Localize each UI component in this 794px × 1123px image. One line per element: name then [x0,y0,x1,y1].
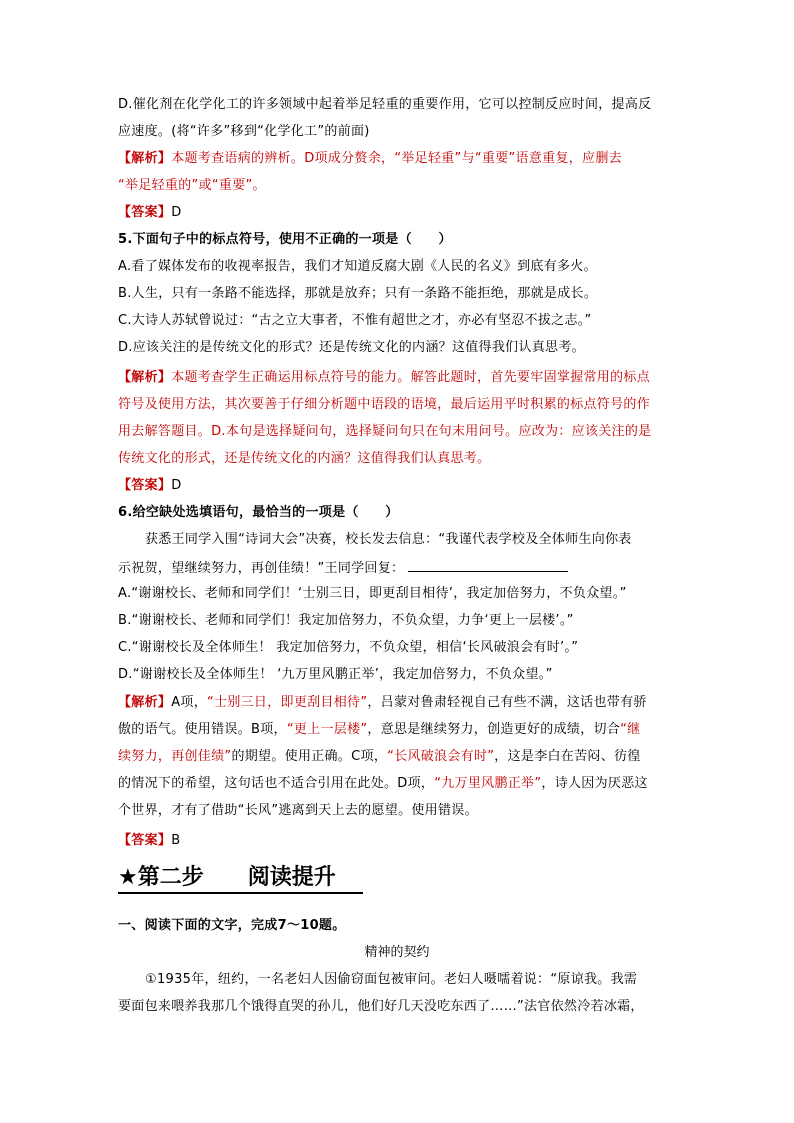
analysis-quote: “继 [620,722,641,737]
answer-value: D [171,205,182,220]
analysis-text: 本题考查语病的辨析。D项成分赘余，“举足轻重”与“重要”语意重复，应删去 [171,151,622,166]
analysis-label: 【解析】 [118,151,172,166]
q6-option-d: D.“谢谢校长及全体师生！ ‘九万里风鹏正举’，我定加倍努力，不负众望。” [118,667,553,682]
q6-stem-line1: 获悉王同学入围“诗词大会”决赛，校长发去信息：“我谨代表学校及全体师生向你表 [145,532,632,547]
q5-analysis-line1 [118,368,650,388]
analysis-label: 【解析】 [118,370,172,385]
q5-answer [118,476,182,496]
analysis-label: 【解析】 [118,695,172,710]
answer-label: 【答案】 [118,205,172,220]
analysis-text: ，吕蒙对鲁肃轻视自己有些不满，这话也带有骄 [367,695,647,710]
section-heading [118,863,336,893]
q6-analysis-line3 [118,747,641,767]
q6-option-a: A.“谢谢校长、老师和同学们！‘士别三日，即更刮目相待’，我定加倍努力，不负众望。” [118,586,627,601]
analysis-quote: 续努力，再创佳绩” [118,749,232,764]
q6-stem-line2 [118,557,568,579]
analysis-text: 的情况下的希望，这句话也不适合引用在此处。D项， [118,776,435,791]
analysis-quote: “更上一层楼” [286,722,368,737]
analysis-quote: “长风破浪会有时” [387,749,495,764]
analysis-quote: “九万里风鹏正举” [434,776,542,791]
q6-option-b: B.“谢谢校长、老师和同学们！我定加倍努力，不负众望，力争‘更上一层楼’。” [118,613,574,628]
q6-analysis-line4 [118,774,648,794]
q6-answer [118,831,180,851]
q4-option-d-line1: D.催化剂在化学化工的许多领域中起着举足轻重的重要作用，它可以控制反应时间，提高反 [118,97,652,112]
q4-analysis-line2: “举足轻重的”或“重要”。 [118,178,266,193]
q6-analysis-line5: 个世界，才有了借助“长风”逃离到天上去的愿望。使用错误。 [118,803,478,818]
q5-analysis-line2: 符号及使用方法，其次要善于仔细分析题中语段的语境，最后运用平时积累的标点符号的作 [118,397,651,412]
q6-analysis-line1 [118,693,647,713]
analysis-text: 的期望。使用正确。C项， [231,749,388,764]
reading-title: 精神的契约 [364,945,430,960]
q4-analysis-line1 [118,149,622,169]
answer-label: 【答案】 [118,833,172,848]
analysis-text: ，意思是继续努力，创造更好的成绩，切合 [367,722,621,737]
analysis-text: 傲的语气。使用错误。B项， [118,722,287,737]
analysis-text: ，诗人因为厌恶这 [541,776,648,791]
q5-option-b: B.人生，只有一条路不能选择，那就是放弃；只有一条路不能拒绝，那就是成长。 [118,286,598,301]
answer-value: B [171,833,181,848]
answer-label: 【答案】 [118,478,172,493]
reading-p1-line1: ①1935年，纽约，一名老妇人因偷窃面包被审问。老妇人嗫嚅着说：“原谅我。我需 [145,972,638,987]
answer-blank [408,557,568,572]
q5-option-d: D.应该关注的是传统文化的形式？还是传统文化的内涵？这值得我们认真思考。 [118,340,585,355]
q6-title: 6.给空缺处选填语句，最恰当的一项是（ ） [118,505,399,520]
q6-option-c: C.“谢谢校长及全体师生！ 我定加倍努力，不负众望，相信‘长风破浪会有时’。” [118,640,579,655]
q4-option-d-line2: 应速度。(将“许多”移到“化学化工”的前面) [118,124,370,139]
answer-value: D [171,478,182,493]
reading-p1-line2: 要面包来喂养我那几个饿得直哭的孙儿，他们好几天没吃东西了……”法官依然冷若冰霜， [118,999,644,1014]
q6-stem-text: 示祝贺，望继续努力，再创佳绩！”王同学回复： [118,561,405,576]
q5-option-c: C.大诗人苏轼曾说过：“古之立大事者，不惟有超世之才，亦必有坚忍不拔之志。” [118,313,592,328]
reading-instruction: 一、阅读下面的文字，完成7～10题。 [118,918,346,933]
section-title: 第二步 阅读提升 [137,865,336,890]
q5-title: 5.下面句子中的标点符号，使用不正确的一项是（ ） [118,232,452,247]
analysis-text: 本题考查学生正确运用标点符号的能力。解答此题时，首先要牢固掌握常用的标点 [171,370,651,385]
analysis-quote: “士别三日，即更刮目相待” [207,695,368,710]
q5-analysis-line4: 传统文化的形式，还是传统文化的内涵？这值得我们认真思考。 [118,451,491,466]
star-icon: ★ [118,865,138,890]
q4-answer [118,203,182,223]
q5-analysis-line3: 用去解答题目。D.本句是选择疑问句，选择疑问句只在句末用问号。应改为：应该关注的是 [118,424,652,439]
q5-option-a: A.看了媒体发布的收视率报告，我们才知道反腐大剧《人民的名义》到底有多火。 [118,259,597,274]
analysis-text: ，这是李白在苦闷、彷徨 [494,749,641,764]
analysis-text: A项， [171,695,207,710]
section-underline [118,892,363,894]
q6-analysis-line2 [118,720,640,740]
